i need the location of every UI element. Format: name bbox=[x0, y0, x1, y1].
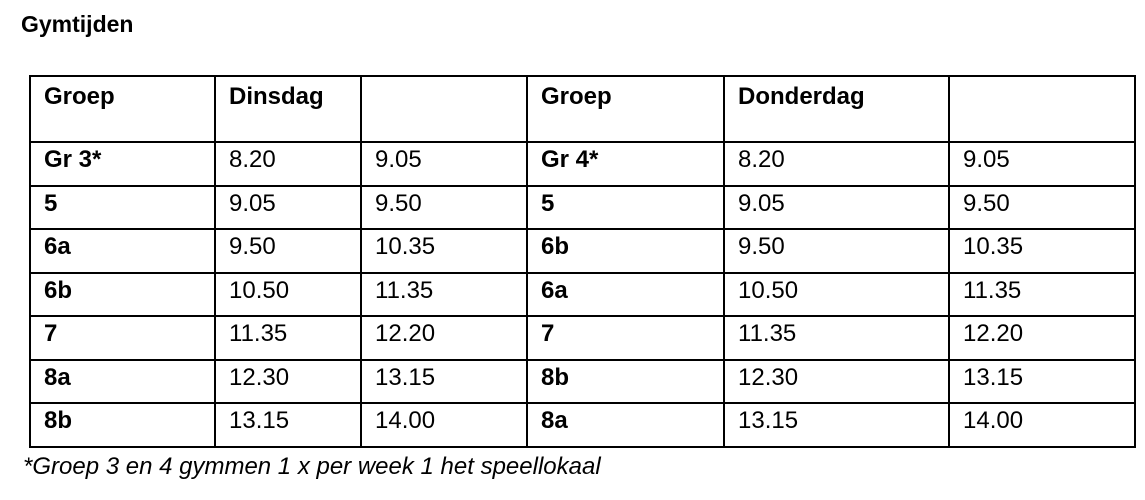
table-row bbox=[30, 186, 1135, 230]
table-row bbox=[30, 316, 1135, 360]
group-thursday-cell: 6a bbox=[527, 273, 724, 317]
header-cell-thursday: Donderdag bbox=[724, 76, 949, 142]
group-tuesday-cell: 7 bbox=[30, 316, 215, 360]
header-cell-tuesday-end bbox=[361, 76, 527, 142]
header-cell-thursday-end bbox=[949, 76, 1135, 142]
table-row bbox=[30, 142, 1135, 186]
thursday-end-cell: 13.15 bbox=[949, 360, 1135, 404]
tuesday-start-cell: 11.35 bbox=[215, 316, 361, 360]
tuesday-start-cell: 12.30 bbox=[215, 360, 361, 404]
thursday-end-cell: 10.35 bbox=[949, 229, 1135, 273]
gym-schedule-table bbox=[29, 75, 1136, 448]
tuesday-start-cell: 9.05 bbox=[215, 186, 361, 230]
group-thursday-cell: 5 bbox=[527, 186, 724, 230]
tuesday-end-cell: 9.50 bbox=[361, 186, 527, 230]
thursday-start-cell: 10.50 bbox=[724, 273, 949, 317]
group-thursday-cell: 8b bbox=[527, 360, 724, 404]
tuesday-end-cell: 10.35 bbox=[361, 229, 527, 273]
tuesday-end-cell: 12.20 bbox=[361, 316, 527, 360]
group-thursday-cell: 6b bbox=[527, 229, 724, 273]
thursday-start-cell: 9.05 bbox=[724, 186, 949, 230]
group-tuesday-cell: 6a bbox=[30, 229, 215, 273]
table-row bbox=[30, 229, 1135, 273]
thursday-start-cell: 9.50 bbox=[724, 229, 949, 273]
tuesday-start-cell: 13.15 bbox=[215, 403, 361, 447]
group-thursday-cell: 8a bbox=[527, 403, 724, 447]
tuesday-end-cell: 14.00 bbox=[361, 403, 527, 447]
group-thursday-cell: 7 bbox=[527, 316, 724, 360]
header-cell-group-thursday: Groep bbox=[527, 76, 724, 142]
thursday-end-cell: 14.00 bbox=[949, 403, 1135, 447]
group-tuesday-cell: 8a bbox=[30, 360, 215, 404]
group-tuesday-cell: 5 bbox=[30, 186, 215, 230]
header-cell-tuesday: Dinsdag bbox=[215, 76, 361, 142]
thursday-start-cell: 11.35 bbox=[724, 316, 949, 360]
group-tuesday-cell: 8b bbox=[30, 403, 215, 447]
table-row bbox=[30, 360, 1135, 404]
thursday-start-cell: 12.30 bbox=[724, 360, 949, 404]
tuesday-start-cell: 9.50 bbox=[215, 229, 361, 273]
group-thursday-cell: Gr 4* bbox=[527, 142, 724, 186]
tuesday-end-cell: 13.15 bbox=[361, 360, 527, 404]
group-tuesday-cell: 6b bbox=[30, 273, 215, 317]
table-header-row bbox=[30, 76, 1135, 142]
table-row bbox=[30, 273, 1135, 317]
footnote: *Groep 3 en 4 gymmen 1 x per week 1 het speellokaal bbox=[23, 453, 601, 480]
group-tuesday-cell: Gr 3* bbox=[30, 142, 215, 186]
page-title: Gymtijden bbox=[21, 11, 134, 37]
thursday-end-cell: 12.20 bbox=[949, 316, 1135, 360]
table-row bbox=[30, 403, 1135, 447]
thursday-end-cell: 9.05 bbox=[949, 142, 1135, 186]
tuesday-end-cell: 11.35 bbox=[361, 273, 527, 317]
tuesday-end-cell: 9.05 bbox=[361, 142, 527, 186]
tuesday-start-cell: 8.20 bbox=[215, 142, 361, 186]
thursday-start-cell: 13.15 bbox=[724, 403, 949, 447]
header-cell-group-tuesday: Groep bbox=[30, 76, 215, 142]
tuesday-start-cell: 10.50 bbox=[215, 273, 361, 317]
thursday-end-cell: 9.50 bbox=[949, 186, 1135, 230]
thursday-start-cell: 8.20 bbox=[724, 142, 949, 186]
thursday-end-cell: 11.35 bbox=[949, 273, 1135, 317]
